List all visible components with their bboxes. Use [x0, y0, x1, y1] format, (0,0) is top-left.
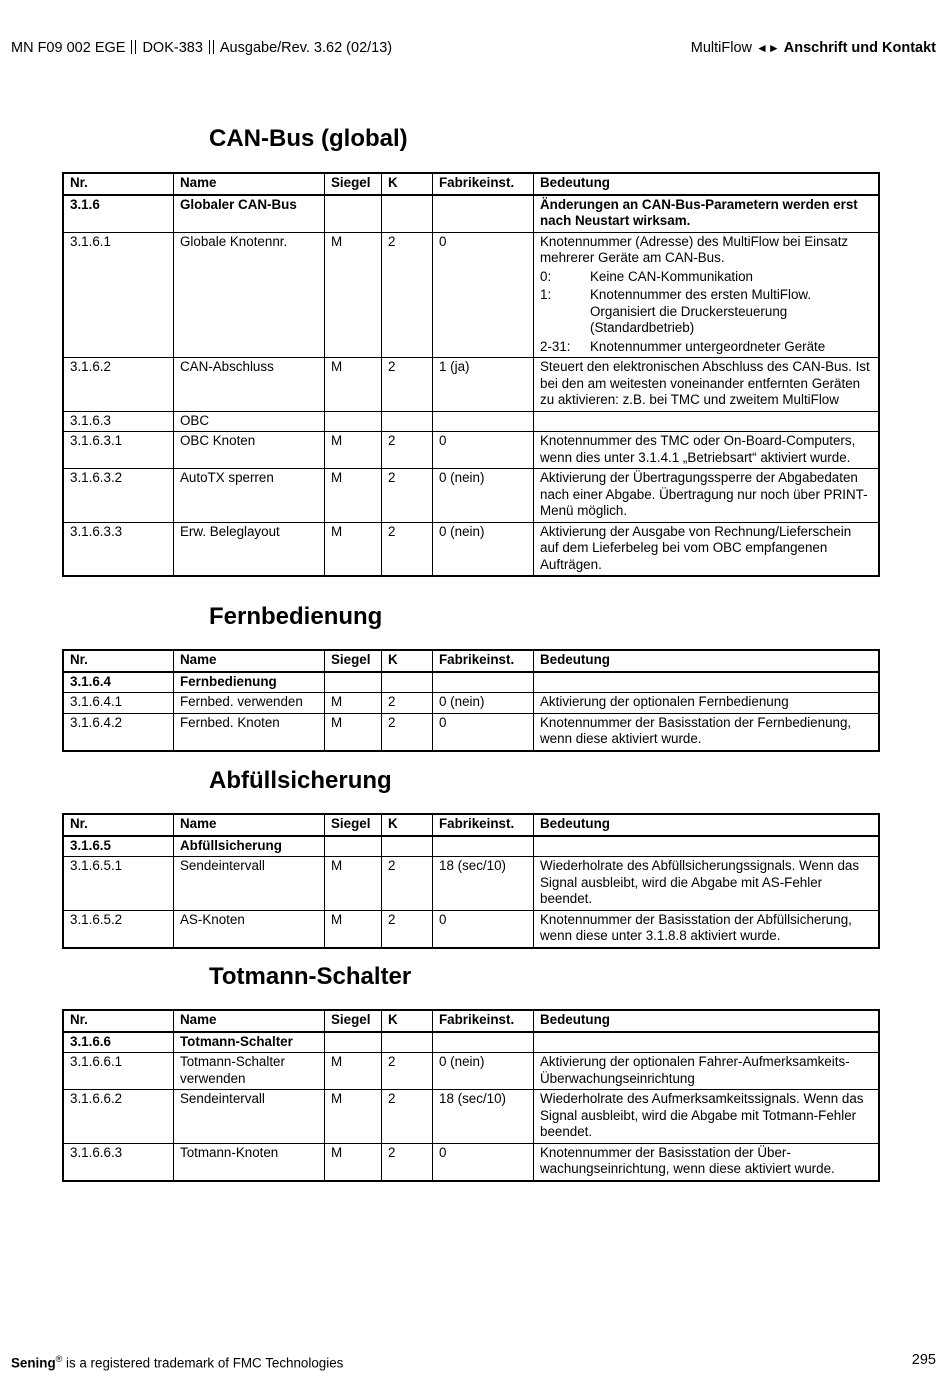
cell-siegel — [325, 195, 382, 233]
table-row — [63, 836, 879, 857]
param-table-fernbedienung — [62, 649, 880, 752]
table-header — [63, 1010, 879, 1032]
table-body — [63, 1032, 879, 1181]
cell-k: 2 — [382, 358, 433, 412]
cell-siegel: M — [325, 469, 382, 523]
cell-fabrikeinst: 0 — [433, 232, 534, 358]
column-header-nr: Nr. — [63, 814, 174, 836]
cell-siegel: M — [325, 432, 382, 469]
option-value: Knotennummer des ersten MultiFlow. Organisiert die Druckersteuerung (Standardbetrieb) — [590, 287, 812, 335]
cell-siegel: M — [325, 1143, 382, 1181]
cell-bedeutung — [534, 522, 880, 576]
cell-name: Globale Knotennr. — [174, 232, 325, 358]
column-header-siegel: Siegel — [325, 173, 382, 195]
column-header-name: Name — [174, 650, 325, 672]
table-row — [63, 522, 879, 576]
column-header-name: Name — [174, 173, 325, 195]
column-header-fabrikeinst: Fabrikeinst. — [433, 814, 534, 836]
header-chapter-info — [691, 40, 936, 56]
revision: Ausgabe/Rev. 3.62 (02/13) — [219, 40, 393, 56]
table-row — [63, 411, 879, 432]
cell-siegel: M — [325, 713, 382, 751]
column-header-k: K — [382, 650, 433, 672]
cell-fabrikeinst: 0 (nein) — [433, 522, 534, 576]
section-title-can-bus: CAN-Bus (global) — [209, 125, 408, 152]
section-title-abfuellsicherung: Abfüllsicherung — [209, 767, 392, 794]
column-header-k: K — [382, 1010, 433, 1032]
cell-fabrikeinst: 0 — [433, 910, 534, 948]
cell-fabrikeinst: 0 (nein) — [433, 693, 534, 714]
cell-siegel — [325, 836, 382, 857]
trademark-note — [11, 1354, 343, 1370]
cell-nr: 3.1.6.1 — [63, 232, 174, 358]
cell-name: OBC — [174, 411, 325, 432]
description-text: Wiederholrate des Abfüllsicherungssignals. Wenn das Signal ausbleibt, wird die Abgabe mit AS-Fehler beendet. — [540, 858, 860, 906]
column-header-siegel: Siegel — [325, 650, 382, 672]
cell-nr: 3.1.6.6 — [63, 1032, 174, 1053]
cell-bedeutung — [534, 1090, 880, 1144]
cell-k: 2 — [382, 713, 433, 751]
cell-fabrikeinst — [433, 672, 534, 693]
column-header-fabrikeinst: Fabrikeinst. — [433, 650, 534, 672]
cell-k: 2 — [382, 1090, 433, 1144]
column-header-fabrikeinst: Fabrikeinst. — [433, 173, 534, 195]
cell-name: OBC Knoten — [174, 432, 325, 469]
table-row — [63, 1053, 879, 1090]
column-header-fabrikeinst: Fabrikeinst. — [433, 1010, 534, 1032]
cell-bedeutung — [534, 1032, 880, 1053]
column-header-name: Name — [174, 1010, 325, 1032]
option-value: Knotennummer untergeordneter Geräte — [590, 338, 826, 354]
cell-siegel: M — [325, 910, 382, 948]
section-title-fernbedienung: Fernbedienung — [209, 603, 383, 630]
description-text: Knotennummer des TMC oder On-Board-Computers, wenn dies unter 3.1.4.1 „Betriebsart“ aktiviert wurde. — [540, 433, 856, 465]
cell-fabrikeinst: 18 (sec/10) — [433, 857, 534, 911]
cell-k: 2 — [382, 1143, 433, 1181]
cell-k: 2 — [382, 522, 433, 576]
cell-siegel — [325, 1032, 382, 1053]
cell-fabrikeinst: 0 — [433, 713, 534, 751]
cell-nr: 3.1.6.3.1 — [63, 432, 174, 469]
cell-k: 2 — [382, 857, 433, 911]
table-header — [63, 650, 879, 672]
table-row — [63, 910, 879, 948]
page-header — [11, 40, 936, 58]
table-header — [63, 814, 879, 836]
header-row — [63, 173, 879, 195]
table-body — [63, 195, 879, 577]
value-option — [540, 287, 872, 337]
cell-bedeutung — [534, 693, 880, 714]
table-row — [63, 232, 879, 358]
table-row — [63, 1143, 879, 1181]
cell-name: Abfüllsicherung — [174, 836, 325, 857]
column-header-nr: Nr. — [63, 173, 174, 195]
column-header-k: K — [382, 173, 433, 195]
cell-siegel: M — [325, 857, 382, 911]
option-key: 0: — [540, 268, 552, 284]
cell-siegel — [325, 672, 382, 693]
cell-nr: 3.1.6.2 — [63, 358, 174, 412]
option-key: 2-31: — [540, 338, 571, 354]
column-header-bedeutung: Bedeutung — [534, 814, 880, 836]
cell-siegel: M — [325, 1053, 382, 1090]
cell-fabrikeinst: 0 — [433, 1143, 534, 1181]
cell-fabrikeinst — [433, 195, 534, 233]
cell-name: AutoTX sperren — [174, 469, 325, 523]
cell-k: 2 — [382, 232, 433, 358]
cell-bedeutung — [534, 411, 880, 432]
value-option — [540, 269, 872, 286]
description-text: Knotennummer der Basisstation der Abfüllsicherung, wenn diese unter 3.1.8.8 aktiviert wurde. — [540, 911, 852, 943]
cell-nr: 3.1.6.3.2 — [63, 469, 174, 523]
separator — [131, 40, 136, 54]
cell-k: 2 — [382, 469, 433, 523]
column-header-name: Name — [174, 814, 325, 836]
description-text: Knotennummer der Basisstation der Über-wachungseinrichtung, wenn diese aktiviert wurde. — [540, 1144, 835, 1176]
dok-number: DOK-383 — [142, 40, 203, 56]
table-row — [63, 432, 879, 469]
cell-nr: 3.1.6.3 — [63, 411, 174, 432]
cell-nr: 3.1.6.3.3 — [63, 522, 174, 576]
cell-name: CAN-Abschluss — [174, 358, 325, 412]
param-table-abfuellsicherung — [62, 813, 880, 949]
cell-bedeutung — [534, 232, 880, 358]
table-row — [63, 693, 879, 714]
cell-siegel: M — [325, 358, 382, 412]
cell-fabrikeinst — [433, 836, 534, 857]
cell-nr: 3.1.6.5 — [63, 836, 174, 857]
column-header-bedeutung: Bedeutung — [534, 650, 880, 672]
separator — [209, 40, 214, 54]
header-row — [63, 814, 879, 836]
description-text: Aktivierung der Ausgabe von Rechnung/Lieferschein auf dem Lieferbeleg bei vom OBC empfangenen Aufträgen. — [540, 523, 852, 572]
cell-name: AS-Knoten — [174, 910, 325, 948]
cell-bedeutung — [534, 195, 880, 233]
cell-name: Sendeintervall — [174, 1090, 325, 1144]
param-table-can-bus — [62, 172, 880, 577]
cell-nr: 3.1.6.5.1 — [63, 857, 174, 911]
registered-mark: ® — [55, 1354, 63, 1364]
cell-k: 2 — [382, 1053, 433, 1090]
cell-siegel: M — [325, 522, 382, 576]
arrows-icon: ◄► — [755, 41, 780, 55]
cell-k — [382, 1032, 433, 1053]
cell-name: Totmann-Schalter verwenden — [174, 1053, 325, 1090]
cell-nr: 3.1.6.4.2 — [63, 713, 174, 751]
column-header-bedeutung: Bedeutung — [534, 1010, 880, 1032]
cell-name: Fernbed. Knoten — [174, 713, 325, 751]
cell-k — [382, 836, 433, 857]
cell-nr: 3.1.6.6.2 — [63, 1090, 174, 1144]
cell-k: 2 — [382, 432, 433, 469]
cell-name: Totmann-Knoten — [174, 1143, 325, 1181]
cell-bedeutung — [534, 1143, 880, 1181]
column-header-bedeutung: Bedeutung — [534, 173, 880, 195]
cell-name: Totmann-Schalter — [174, 1032, 325, 1053]
description-text: Steuert den elektronischen Abschluss des CAN-Bus. Ist bei den am weitesten voneinander entfernten Geräten zu aktivieren: z.B. bei TMC und zweitem MultiFlow — [540, 359, 870, 407]
cell-k — [382, 411, 433, 432]
cell-fabrikeinst: 1 (ja) — [433, 358, 534, 412]
section-title-totmann: Totmann-Schalter — [209, 963, 412, 990]
cell-fabrikeinst: 0 (nein) — [433, 1053, 534, 1090]
cell-k — [382, 672, 433, 693]
cell-bedeutung — [534, 857, 880, 911]
cell-nr: 3.1.6 — [63, 195, 174, 233]
column-header-siegel: Siegel — [325, 814, 382, 836]
table-body — [63, 672, 879, 751]
cell-bedeutung — [534, 432, 880, 469]
cell-fabrikeinst — [433, 411, 534, 432]
page-number: 295 — [911, 1352, 936, 1368]
table-header — [63, 173, 879, 195]
cell-name: Sendeintervall — [174, 857, 325, 911]
option-key: 1: — [540, 287, 552, 302]
table-row — [63, 857, 879, 911]
cell-bedeutung — [534, 358, 880, 412]
table-row — [63, 195, 879, 233]
cell-bedeutung — [534, 469, 880, 523]
param-table-totmann — [62, 1009, 880, 1182]
trademark-text: is a registered trademark of FMC Technologies — [62, 1355, 344, 1371]
cell-bedeutung — [534, 713, 880, 751]
cell-bedeutung — [534, 836, 880, 857]
cell-nr: 3.1.6.5.2 — [63, 910, 174, 948]
cell-fabrikeinst — [433, 1032, 534, 1053]
cell-name: Fernbed. verwenden — [174, 693, 325, 714]
doc-id: MN F09 002 EGE — [11, 40, 126, 56]
table-row — [63, 1090, 879, 1144]
cell-siegel: M — [325, 1090, 382, 1144]
brand-name: Sening — [11, 1355, 56, 1371]
header-doc-info — [11, 40, 392, 56]
table-row — [63, 469, 879, 523]
header-row — [63, 650, 879, 672]
cell-k: 2 — [382, 910, 433, 948]
cell-fabrikeinst: 0 — [433, 432, 534, 469]
product-name: MultiFlow — [690, 40, 752, 56]
chapter-title: Anschrift und Kontakt — [783, 40, 936, 56]
column-header-nr: Nr. — [63, 650, 174, 672]
cell-k: 2 — [382, 693, 433, 714]
table-row — [63, 1032, 879, 1053]
table-body — [63, 836, 879, 948]
cell-name: Erw. Beleglayout — [174, 522, 325, 576]
description-text: Knotennummer der Basisstation der Fernbedienung, wenn diese aktiviert wurde. — [540, 714, 852, 746]
table-row — [63, 713, 879, 751]
cell-name: Fernbedienung — [174, 672, 325, 693]
cell-k — [382, 195, 433, 233]
cell-siegel — [325, 411, 382, 432]
value-option — [540, 339, 872, 356]
table-row — [63, 672, 879, 693]
cell-bedeutung — [534, 1053, 880, 1090]
cell-nr: 3.1.6.4 — [63, 672, 174, 693]
column-header-siegel: Siegel — [325, 1010, 382, 1032]
cell-fabrikeinst: 0 (nein) — [433, 469, 534, 523]
description-text: Wiederholrate des Aufmerksamkeitssignals. Wenn das Signal ausbleibt, wird die Abgabe mit Totmann-Fehler beendet. — [540, 1091, 864, 1139]
table-row — [63, 358, 879, 412]
cell-bedeutung — [534, 910, 880, 948]
description-text: Aktivierung der optionalen Fahrer-Aufmerksamkeits-Überwachungseinrichtung — [540, 1054, 850, 1086]
header-row — [63, 1010, 879, 1032]
cell-siegel: M — [325, 693, 382, 714]
cell-fabrikeinst: 18 (sec/10) — [433, 1090, 534, 1144]
column-header-k: K — [382, 814, 433, 836]
description-text: Änderungen an CAN-Bus-Parametern werden erst nach Neustart wirksam. — [540, 196, 858, 228]
cell-name: Globaler CAN-Bus — [174, 195, 325, 233]
description-text: Aktivierung der optionalen Fernbedienung — [540, 694, 789, 709]
cell-nr: 3.1.6.4.1 — [63, 693, 174, 714]
cell-nr: 3.1.6.6.1 — [63, 1053, 174, 1090]
option-value: Keine CAN-Kommunikation — [590, 268, 753, 284]
description-text: Knotennummer (Adresse) des MultiFlow bei Einsatz mehrerer Geräte am CAN-Bus. — [540, 233, 849, 265]
description-text: Aktivierung der Übertragungssperre der Abgabedaten nach einer Abgabe. Übertragung nur noch über PRINT-Menü möglich. — [540, 470, 868, 518]
cell-siegel: M — [325, 232, 382, 358]
cell-bedeutung — [534, 672, 880, 693]
column-header-nr: Nr. — [63, 1010, 174, 1032]
cell-nr: 3.1.6.6.3 — [63, 1143, 174, 1181]
